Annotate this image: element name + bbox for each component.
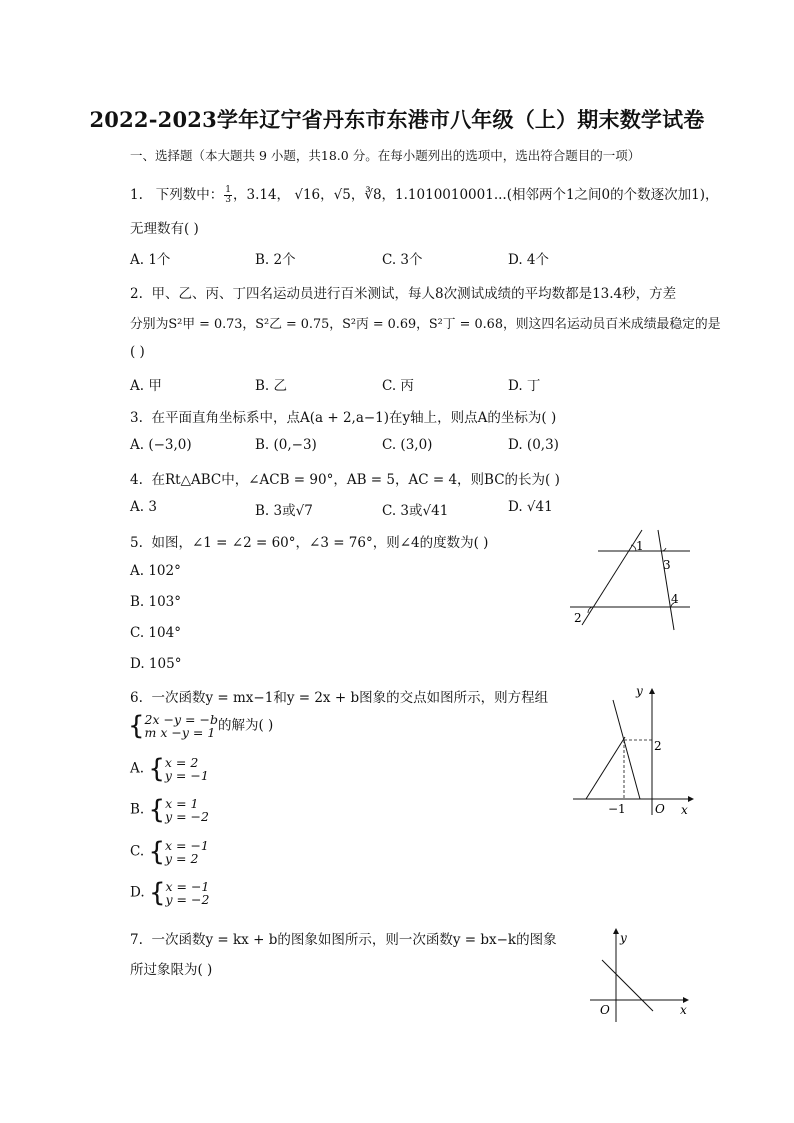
option-b[interactable]: B. 103°: [130, 594, 182, 610]
section-header: 一、选择题（本大题共 9 小题，共18.0 分。在每小题列出的选项中，选出符合题目的一项）: [130, 148, 641, 163]
option-b[interactable]: B. {x = 1 y = −2: [130, 795, 209, 825]
question-7-line2: 所过象限为( ): [130, 962, 213, 978]
question-text: 下列数中：: [155, 187, 224, 203]
question-1: 1. 下列数中： $\frac{1}{3}$ ，3.14， √16，√5，∛8，1.1010010001...(相邻两个1之间0的个数逐次加1)，: [130, 185, 719, 205]
figure-q5-parallel-lines: [565, 528, 695, 633]
system-row-2: m x −y = 1: [144, 725, 216, 740]
option-a[interactable]: A. 甲: [130, 378, 162, 394]
question-2-line2: 分别为S²甲 = 0.73，S²乙 = 0.75，S²丙 = 0.69，S²丁 = 0.68，则这四名运动员百米成绩最稳定的是: [130, 317, 721, 332]
question-5: [130, 531, 488, 551]
transversal-right: [658, 530, 674, 630]
axis-label-y: y: [636, 684, 643, 698]
figure-q6-graph: [568, 680, 698, 820]
question-4: [130, 468, 560, 488]
option-b[interactable]: B. 3或√7: [255, 503, 313, 519]
question-2-line3: ( ): [130, 344, 145, 360]
sqrt-5: √5: [333, 187, 351, 203]
angle-label-1: 1: [636, 539, 644, 553]
angle-label-2: 2: [574, 611, 582, 625]
figure-q7-graph: [585, 922, 695, 1022]
angle-label-3: 3: [663, 558, 671, 572]
origin-label: O: [600, 1003, 610, 1017]
option-b[interactable]: B. (0,−3): [255, 437, 317, 453]
option-d[interactable]: D. (0,3): [508, 437, 559, 453]
option-c[interactable]: C. 104°: [130, 625, 181, 641]
origin-label: O: [655, 802, 665, 816]
question-6: [130, 686, 548, 706]
question-text: ，1.1010010001...(相邻两个1之间0的个数逐次加1)，: [381, 187, 719, 203]
question-text: 在Rt△ABC中，∠ACB = 90°，AB = 5，AC = 4，则BC的长为( ): [151, 472, 560, 488]
question-number: 7.: [130, 932, 143, 948]
option-d[interactable]: D. √41: [508, 499, 553, 515]
option-d[interactable]: D. 丁: [508, 378, 541, 394]
line-y-2x-b: [586, 737, 625, 799]
system-row-1: 2x −y = −b: [144, 712, 218, 727]
option-a[interactable]: A. {x = 2 y = −1: [130, 754, 209, 784]
option-a[interactable]: A. 1个: [130, 252, 171, 268]
option-a[interactable]: A. (−3,0): [130, 437, 192, 453]
question-text: 甲、乙、丙、丁四名运动员进行百米测试，每人8次测试成绩的平均数都是13.4秒，方差: [151, 286, 677, 302]
question-text: 如图，∠1 = ∠2 = 60°，∠3 = 76°，则∠4的度数为( ): [151, 535, 489, 551]
sqrt-16: √16: [294, 187, 321, 203]
transversal-left: [582, 530, 642, 625]
option-a[interactable]: A. 102°: [130, 563, 181, 579]
option-b[interactable]: B. 2个: [255, 252, 296, 268]
option-d[interactable]: D. {x = −1 y = −2: [130, 878, 210, 908]
option-d[interactable]: D. 4个: [508, 252, 550, 268]
question-number: 3.: [130, 410, 143, 426]
cbrt-8: ∛8: [364, 187, 382, 203]
question-1-line2: 无理数有( ): [130, 221, 199, 237]
axis-label-x: x: [680, 1003, 687, 1017]
option-c[interactable]: C. {x = −1 y = 2: [130, 837, 209, 867]
page-title: 2022-2023学年辽宁省丹东市东港市八年级（上）期末数学试卷: [89, 107, 705, 132]
option-d[interactable]: D. 105°: [130, 656, 182, 672]
angle-label-4: 4: [671, 592, 679, 606]
axis-label-x: x: [681, 803, 688, 817]
axis-label-y: y: [620, 931, 627, 945]
question-number: 5.: [130, 535, 143, 551]
question-2: [130, 282, 676, 302]
question-text: 一次函数y = mx−1和y = 2x + b图象的交点如图所示，则方程组: [151, 690, 549, 706]
option-c[interactable]: C. 3个: [382, 252, 423, 268]
question-3: [130, 406, 556, 426]
tick-label-2: 2: [654, 739, 662, 753]
option-c[interactable]: C. 3或√41: [382, 503, 449, 519]
option-b[interactable]: B. 乙: [255, 378, 288, 394]
question-number: 4.: [130, 472, 143, 488]
question-number: 2.: [130, 286, 143, 302]
question-7: [130, 928, 557, 948]
question-text: ，3.14，: [233, 187, 291, 203]
question-text: 的解为( ): [217, 717, 274, 734]
option-c[interactable]: C. 丙: [382, 378, 414, 394]
option-c[interactable]: C. (3,0): [382, 437, 433, 453]
tick-label-neg1: −1: [608, 802, 626, 816]
equation-system: {2x −y = −b m x −y = 1 的解为( ): [128, 711, 274, 741]
option-a[interactable]: A. 3: [130, 499, 157, 515]
question-number: 6.: [130, 690, 143, 706]
question-text: 一次函数y = kx + b的图象如图所示，则一次函数y = bx−k的图象: [151, 932, 557, 948]
question-text: 在平面直角坐标系中，点A(a + 2,a−1)在y轴上，则点A的坐标为( ): [151, 410, 557, 426]
fraction: $\frac{1}{3}$: [225, 185, 231, 205]
question-number: 1.: [130, 187, 143, 203]
